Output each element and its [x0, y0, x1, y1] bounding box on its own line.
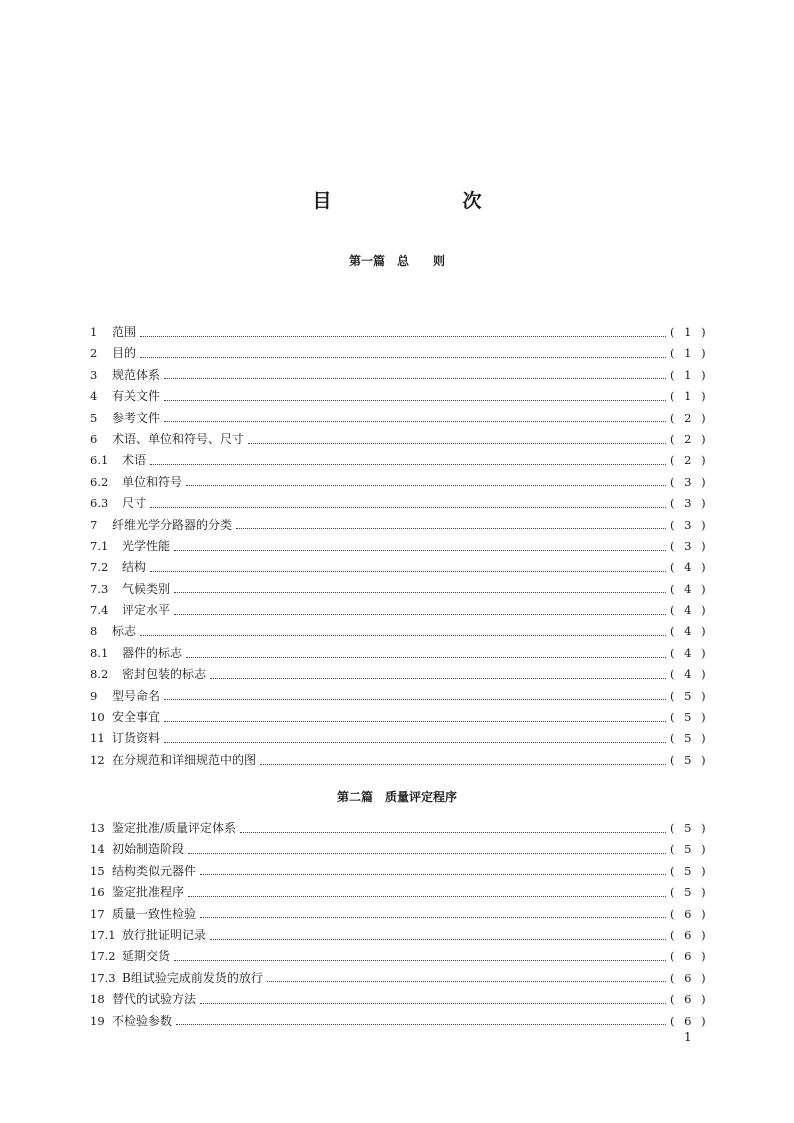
- toc-entry-label: 范围: [112, 325, 137, 339]
- toc-entry-number: 7.3: [90, 581, 109, 596]
- toc-dot-leader: [140, 356, 666, 358]
- toc-entry-number: 12: [90, 752, 105, 767]
- part2-heading: 第二篇 质量评定程序: [336, 790, 457, 804]
- toc-entry-number: 17: [90, 906, 105, 921]
- toc-entry[interactable]: [90, 686, 708, 707]
- toc-entry-label: 不检验参数: [112, 1013, 173, 1028]
- toc-entry[interactable]: [90, 322, 708, 343]
- toc-entry-number: 5: [90, 410, 98, 425]
- toc-entry[interactable]: [90, 386, 708, 407]
- toc-part2-list: [90, 818, 708, 1032]
- toc-entry[interactable]: [90, 536, 708, 557]
- toc-entry-number: 6.3: [90, 496, 109, 511]
- toc-entry-page: ( 5 ): [670, 842, 709, 857]
- toc-entry[interactable]: [90, 450, 708, 471]
- toc-entry[interactable]: [90, 343, 708, 364]
- toc-entry-label: 评定水平: [122, 603, 171, 618]
- toc-entry[interactable]: [90, 472, 708, 493]
- toc-entry-number: 9: [90, 688, 98, 703]
- toc-entry-number: 8.2: [90, 667, 109, 682]
- toc-entry-page: ( 1 ): [670, 389, 709, 404]
- toc-dot-leader: [164, 698, 666, 700]
- toc-entry-label: 尺寸: [122, 496, 147, 511]
- toc-dot-leader: [210, 677, 666, 679]
- toc-dot-leader: [150, 570, 666, 572]
- toc-entry-page: ( 6 ): [670, 1013, 709, 1028]
- toc-dot-leader: [200, 873, 666, 875]
- toc-entry-number: 8.1: [90, 645, 109, 660]
- toc-entry-number: 11: [90, 731, 105, 746]
- toc-entry-page: ( 5 ): [670, 731, 709, 746]
- toc-entry[interactable]: [90, 750, 708, 771]
- toc-entry-number: 3: [90, 367, 98, 382]
- toc-dot-leader: [186, 656, 666, 658]
- toc-dot-leader: [174, 591, 666, 593]
- toc-entry[interactable]: [90, 839, 708, 860]
- toc-entry-page: ( 6 ): [670, 992, 709, 1007]
- toc-dot-leader: [200, 1002, 666, 1004]
- page-number: 1: [684, 1030, 692, 1044]
- toc-entry-page: ( 4 ): [670, 624, 709, 639]
- toc-entry[interactable]: [90, 989, 708, 1010]
- toc-dot-leader: [140, 335, 666, 337]
- toc-entry-label: 替代的试验方法: [112, 992, 197, 1007]
- toc-entry[interactable]: [90, 408, 708, 429]
- toc-dot-leader: [174, 613, 666, 615]
- toc-entry-page: ( 2 ): [670, 431, 709, 446]
- toc-entry-page: ( 5 ): [670, 688, 709, 703]
- toc-entry-label: 器件的标志: [122, 645, 183, 660]
- toc-entry-number: 6.2: [90, 474, 109, 489]
- toc-title: 目 次: [312, 190, 538, 212]
- toc-entry[interactable]: [90, 968, 708, 989]
- toc-entry[interactable]: [90, 621, 708, 642]
- toc-entry-label: 标志: [112, 624, 137, 639]
- toc-entry-page: ( 4 ): [670, 603, 709, 618]
- toc-part1-list: [90, 322, 708, 771]
- toc-entry-label: 有关文件: [112, 389, 161, 404]
- toc-dot-leader: [267, 980, 666, 982]
- toc-entry-label: 目的: [112, 346, 137, 361]
- toc-entry-label: 纤维光学分路器的分类: [112, 517, 233, 532]
- toc-entry[interactable]: [90, 904, 708, 925]
- toc-dot-leader: [140, 634, 666, 636]
- toc-entry[interactable]: [90, 707, 708, 728]
- toc-entry-label: 初始制造阶段: [112, 842, 185, 857]
- toc-entry-label: B组试验完成前发货的放行: [122, 970, 263, 985]
- toc-entry[interactable]: [90, 664, 708, 685]
- toc-entry-label: 密封包装的标志: [122, 667, 207, 682]
- toc-entry-label: 鉴定批准程序: [112, 885, 185, 900]
- toc-entry-page: ( 2 ): [670, 453, 709, 468]
- toc-entry[interactable]: [90, 365, 708, 386]
- toc-entry-page: ( 5 ): [670, 752, 709, 767]
- toc-entry-page: ( 1 ): [670, 346, 709, 361]
- toc-dot-leader: [188, 895, 666, 897]
- toc-entry-label: 在分规范和详细规范中的图: [112, 752, 257, 767]
- toc-entry[interactable]: [90, 429, 708, 450]
- toc-entry-number: 16: [90, 885, 105, 900]
- toc-entry-page: ( 1 ): [670, 367, 709, 382]
- toc-entry-page: ( 1 ): [670, 325, 709, 339]
- toc-entry-page: ( 3 ): [670, 517, 709, 532]
- toc-entry-label: 术语: [122, 453, 147, 468]
- toc-dot-leader: [164, 420, 666, 422]
- toc-entry-number: 14: [90, 842, 105, 857]
- toc-entry[interactable]: [90, 579, 708, 600]
- toc-dot-leader: [164, 377, 666, 379]
- toc-dot-leader: [164, 399, 666, 401]
- toc-dot-leader: [150, 506, 666, 508]
- toc-entry-number: 6: [90, 431, 98, 446]
- toc-entry-label: 质量一致性检验: [112, 906, 197, 921]
- toc-entry[interactable]: [90, 861, 708, 882]
- toc-entry-page: ( 4 ): [670, 560, 709, 575]
- toc-entry-label: 光学性能: [122, 538, 171, 553]
- toc-entry[interactable]: [90, 600, 708, 621]
- toc-entry-number: 15: [90, 863, 105, 878]
- toc-dot-leader: [164, 741, 666, 743]
- toc-entry-number: 17.1: [90, 927, 116, 942]
- toc-entry-number: 17.2: [90, 949, 116, 964]
- toc-dot-leader: [174, 959, 666, 961]
- toc-entry-label: 订货资料: [112, 731, 161, 746]
- toc-entry-page: ( 2 ): [670, 410, 709, 425]
- toc-entry[interactable]: [90, 1011, 708, 1032]
- toc-entry-page: ( 3 ): [670, 496, 709, 511]
- toc-entry-number: 19: [90, 1013, 105, 1028]
- toc-entry-label: 鉴定批准/质量评定体系: [112, 821, 237, 835]
- toc-dot-leader: [164, 720, 666, 722]
- toc-entry-label: 术语、单位和符号、尺寸: [112, 431, 245, 446]
- toc-entry[interactable]: [90, 882, 708, 903]
- toc-entry-number: 4: [90, 389, 98, 404]
- part1-heading: 第一篇 总 则: [348, 254, 445, 268]
- toc-entry-number: 2: [90, 346, 98, 361]
- toc-entry-page: ( 6 ): [670, 906, 709, 921]
- toc-dot-leader: [236, 527, 666, 529]
- toc-dot-leader: [200, 916, 666, 918]
- toc-entry[interactable]: [90, 728, 708, 749]
- toc-entry[interactable]: [90, 946, 708, 967]
- toc-entry-label: 放行批证明记录: [122, 927, 207, 942]
- toc-entry[interactable]: [90, 493, 708, 514]
- toc-entry-page: ( 3 ): [670, 474, 709, 489]
- toc-entry-label: 气候类别: [122, 581, 171, 596]
- toc-entry-number: 7.1: [90, 538, 109, 553]
- toc-entry-label: 安全事宜: [112, 710, 161, 725]
- toc-entry-label: 延期交货: [122, 949, 171, 964]
- toc-dot-leader: [240, 831, 666, 833]
- toc-dot-leader: [174, 549, 666, 551]
- toc-dot-leader: [248, 442, 666, 444]
- toc-dot-leader: [150, 463, 666, 465]
- toc-entry-page: ( 5 ): [670, 710, 709, 725]
- toc-entry-label: 单位和符号: [122, 474, 183, 489]
- toc-entry-page: ( 4 ): [670, 581, 709, 596]
- toc-entry[interactable]: [90, 557, 708, 578]
- toc-entry-number: 18: [90, 992, 105, 1007]
- toc-dot-leader: [210, 938, 666, 940]
- toc-entry-page: ( 6 ): [670, 927, 709, 942]
- toc-dot-leader: [186, 484, 666, 486]
- toc-entry-number: 1: [90, 325, 98, 339]
- toc-entry-label: 参考文件: [112, 410, 161, 425]
- toc-entry-label: 结构类似元器件: [112, 863, 197, 878]
- toc-entry-number: 8: [90, 624, 98, 639]
- toc-entry[interactable]: [90, 643, 708, 664]
- toc-entry-number: 7.2: [90, 560, 109, 575]
- toc-entry-page: ( 6 ): [670, 949, 709, 964]
- toc-entry-page: ( 6 ): [670, 970, 709, 985]
- toc-dot-leader: [260, 763, 666, 765]
- toc-entry-label: 结构: [122, 560, 147, 575]
- toc-entry-number: 10: [90, 710, 105, 725]
- toc-entry-number: 7: [90, 517, 98, 532]
- toc-entry-page: ( 5 ): [670, 885, 709, 900]
- toc-entry-number: 13: [90, 821, 105, 835]
- toc-entry-number: 7.4: [90, 603, 109, 618]
- toc-entry[interactable]: [90, 925, 708, 946]
- toc-dot-leader: [188, 852, 666, 854]
- toc-entry-label: 型号命名: [112, 688, 161, 703]
- toc-entry[interactable]: [90, 818, 708, 839]
- toc-entry[interactable]: [90, 515, 708, 536]
- toc-entry-page: ( 5 ): [670, 821, 709, 835]
- toc-entry-number: 17.3: [90, 970, 116, 985]
- toc-entry-page: ( 3 ): [670, 538, 709, 553]
- toc-entry-page: ( 4 ): [670, 667, 709, 682]
- toc-entry-number: 6.1: [90, 453, 109, 468]
- toc-entry-page: ( 4 ): [670, 645, 709, 660]
- toc-entry-page: ( 5 ): [670, 863, 709, 878]
- toc-dot-leader: [176, 1023, 666, 1025]
- toc-entry-label: 规范体系: [112, 367, 161, 382]
